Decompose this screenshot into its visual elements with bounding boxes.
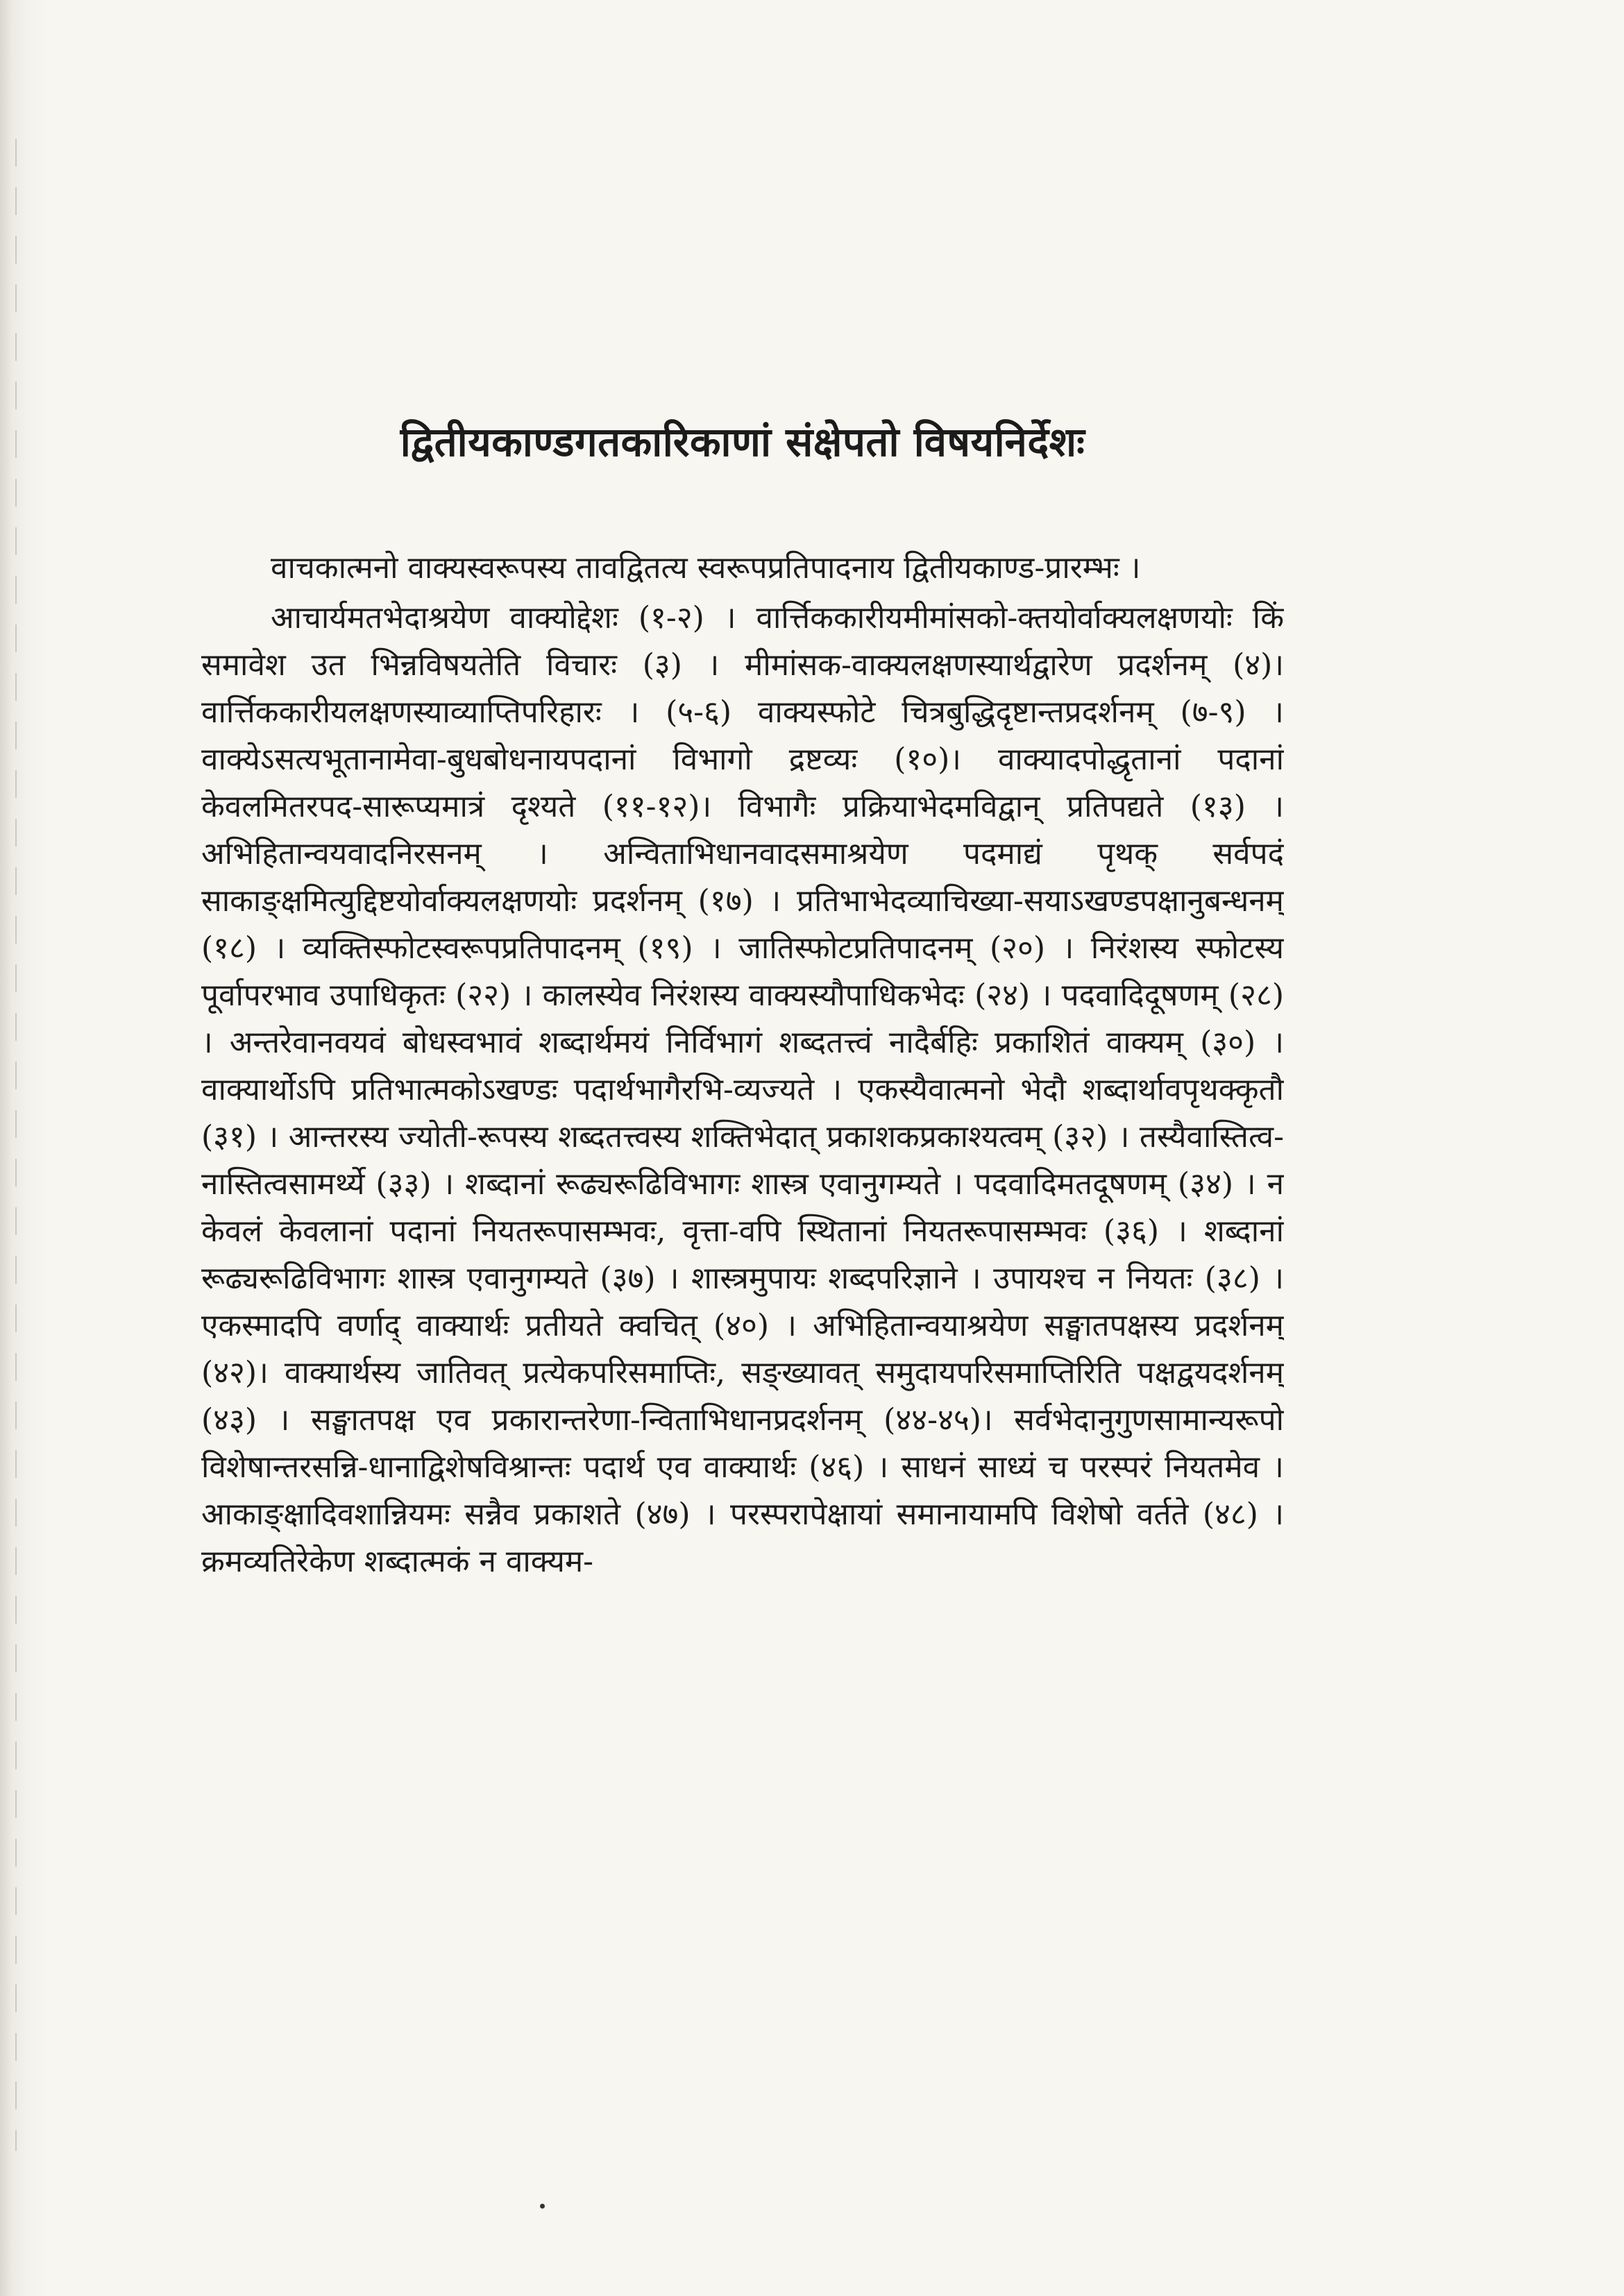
paragraph-intro: वाचकात्मनो वाक्यस्वरूपस्य तावद्वितत्य स्वरूपप्रतिपादनाय द्वितीयकाण्ड-प्रारम्भः । [271,550,1141,586]
page-title: द्वितीयकाण्डगतकारिकाणां संक्षेपतो विषयनिर्देशः [400,418,1085,466]
binding-edge [15,139,17,2151]
body-text [201,545,1284,1585]
page-content [201,416,1284,2255]
paragraph-summary: आचार्यमतभेदाश्रयेण वाक्योद्देशः (१-२) । वार्त्तिककारीयमीमांसको-क्तयोर्वाक्यलक्षणयोः किं समावेश उत भिन्नविषयतेति विचारः (३) । मीमांसक-वाक्यलक्षणस्यार्थद्वारेण प्रदर्शनम् (४)। वार्त्तिककारीयलक्षणस्याव्याप्तिपरिहारः । (५-६) वाक्यस्फोटे चित्रबुद्धिदृष्टान्तप्रदर्शनम् (७-९) । वाक्येऽसत्यभूतानामेवा-बुधबोधनायपदानां विभागो द्रष्टव्यः (१०)। वाक्यादपोद्धृतानां पदानां केवलमितरपद-सारूप्यमात्रं दृश्यते (११-१२)। विभागैः प्रक्रियाभेदमविद्वान् प्रतिपद्यते (१३) । अभिहितान्वयवादनिरसनम् । अन्विताभिधानवादसमाश्रयेण पदमाद्यं पृथक् सर्वपदं साकाङ्क्षमित्युद्दिष्टयोर्वाक्यलक्षणयोः प्रदर्शनम् (१७) । प्रतिभाभेदव्याचिख्या-सयाऽखण्डपक्षानुबन्धनम् (१८) । व्यक्तिस्फोटस्वरूपप्रतिपादनम् (१९) । जातिस्फोटप्रतिपादनम् (२०) । निरंशस्य स्फोटस्य पूर्वापरभाव उपाधिकृतः (२२) । कालस्येव निरंशस्य वाक्यस्यौपाधिकभेदः (२४) । पदवादिदूषणम् (२८) । अन्तरेवानवयवं बोधस्वभावं शब्दार्थमयं निर्विभागं शब्दतत्त्वं नादैर्बहिः प्रकाशितं वाक्यम् (३०) । वाक्यार्थोऽपि प्रतिभात्मकोऽखण्डः पदार्थभागैरभि-व्यज्यते । एकस्यैवात्मनो भेदौ शब्दार्थावपृथक्कृतौ (३१) । आन्तरस्य ज्योती-रूपस्य शब्दतत्त्वस्य शक्तिभेदात् प्रकाशकप्रकाश्यत्वम् (३२) । तस्यैवास्तित्व-नास्तित्वसामर्थ्ये (३३) । शब्दानां रूढ्यरूढिविभागः शास्त्र एवानुगम्यते । पदवादिमतदूषणम् (३४) । न केवलं केवलानां पदानां नियतरूपासम्भवः, वृत्ता-वपि स्थितानां नियतरूपासम्भवः (३६) । शब्दानां रूढ्यरूढिविभागः शास्त्र एवानुगम्यते (३७) । शास्त्रमुपायः शब्दपरिज्ञाने । उपायश्च न नियतः (३८) । एकस्मादपि वर्णाद् वाक्यार्थः प्रतीयते क्वचित् (४०) । अभिहितान्वयाश्रयेण सङ्घातपक्षस्य प्रदर्शनम् (४२)। वाक्यार्थस्य जातिवत् प्रत्येकपरिसमाप्तिः, सङ्ख्यावत् समुदायपरिसमाप्तिरिति पक्षद्वयदर्शनम् (४३) । सङ्घातपक्ष एव प्रकारान्तरेणा-न्विताभिधानप्रदर्शनम् (४४-४५)। सर्वभेदानुगुणसामान्यरूपो विशेषान्तरसन्नि-धानाद्विशेषविश्रान्तः पदार्थ एव वाक्यार्थः (४६) । साधनं साध्यं च परस्परं नियतमेव । आकाङ्क्षादिवशान्नियमः सन्नैव प्रकाशते (४७) । परस्परापेक्षायां समानायामपि विशेषो वर्तते (४८) । क्रमव्यतिरेकेण शब्दात्मकं न वाक्यम- [201,600,1284,1580]
scan-speck [540,2204,545,2209]
scan-gutter-shadow [0,0,49,2296]
